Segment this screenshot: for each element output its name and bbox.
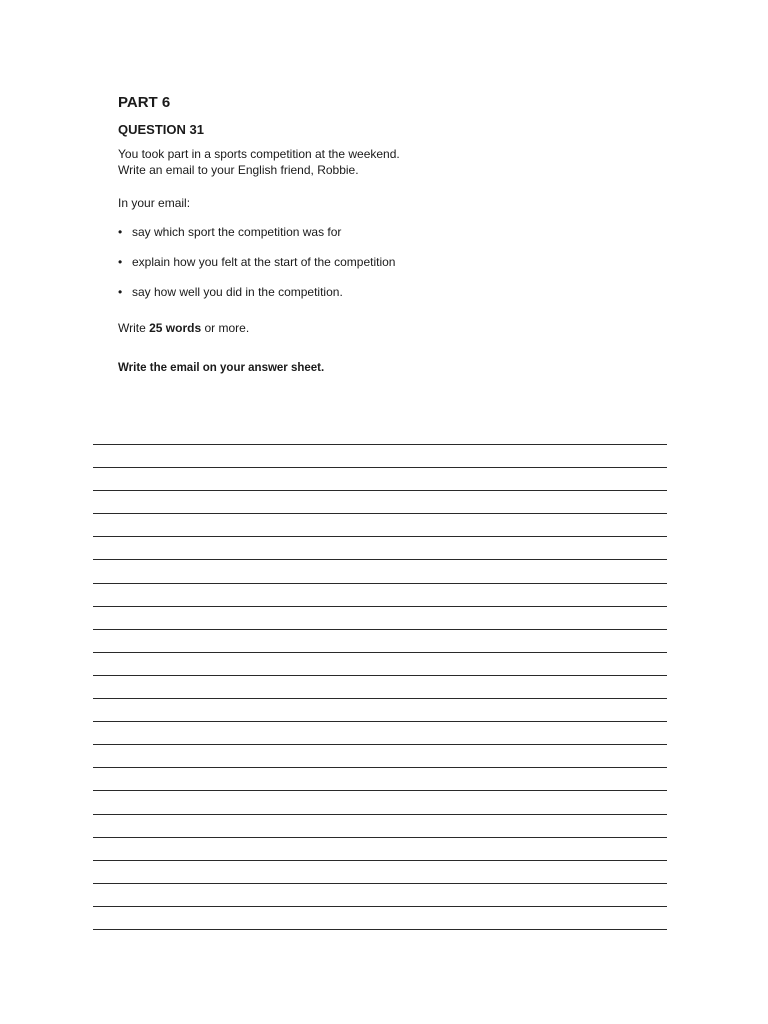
question-title: QUESTION 31: [118, 122, 204, 137]
answer-line: [93, 490, 667, 491]
answer-line: [93, 837, 667, 838]
answer-lines: [93, 444, 667, 952]
answer-line: [93, 467, 667, 468]
answer-line: [93, 721, 667, 722]
content-point-text: say which sport the competition was for: [132, 225, 342, 239]
content-point-text: say how well you did in the competition.: [132, 285, 343, 299]
prompt-line: You took part in a sports competition at the weekend.: [118, 147, 400, 161]
answer-line: [93, 652, 667, 653]
email-intro: In your email:: [118, 196, 191, 210]
answer-line: [93, 790, 667, 791]
content-point-text: explain how you felt at the start of the competition: [132, 255, 396, 269]
answer-line: [93, 583, 667, 584]
content-point: [118, 254, 638, 270]
answer-line: [93, 767, 667, 768]
answer-line: [93, 883, 667, 884]
answer-line: [93, 744, 667, 745]
answer-sheet-instruction: Write the email on your answer sheet.: [118, 362, 325, 374]
answer-line: [93, 536, 667, 537]
answer-line: [93, 860, 667, 861]
word-count-suffix: or more.: [201, 321, 250, 335]
bullet-icon: •: [118, 255, 123, 269]
answer-line: [93, 906, 667, 907]
answer-line: [93, 814, 667, 815]
answer-line: [93, 675, 667, 676]
answer-line: [93, 929, 667, 930]
prompt-line: Write an email to your English friend, Robbie.: [118, 163, 359, 177]
answer-line: [93, 606, 667, 607]
word-count-prefix: Write: [118, 321, 150, 335]
word-count-instruction: [118, 320, 638, 336]
content-point: [118, 224, 638, 240]
answer-line: [93, 559, 667, 560]
content-point: [118, 284, 638, 300]
answer-line: [93, 629, 667, 630]
question-content: [118, 93, 638, 376]
answer-line: [93, 698, 667, 699]
word-count-bold: 25 words: [149, 321, 202, 335]
part-title: PART 6: [118, 94, 171, 111]
answer-line: [93, 444, 667, 445]
content-points-list: [118, 224, 638, 300]
task-prompt: [118, 146, 638, 178]
answer-line: [93, 513, 667, 514]
bullet-icon: •: [118, 285, 123, 299]
bullet-icon: •: [118, 225, 123, 239]
